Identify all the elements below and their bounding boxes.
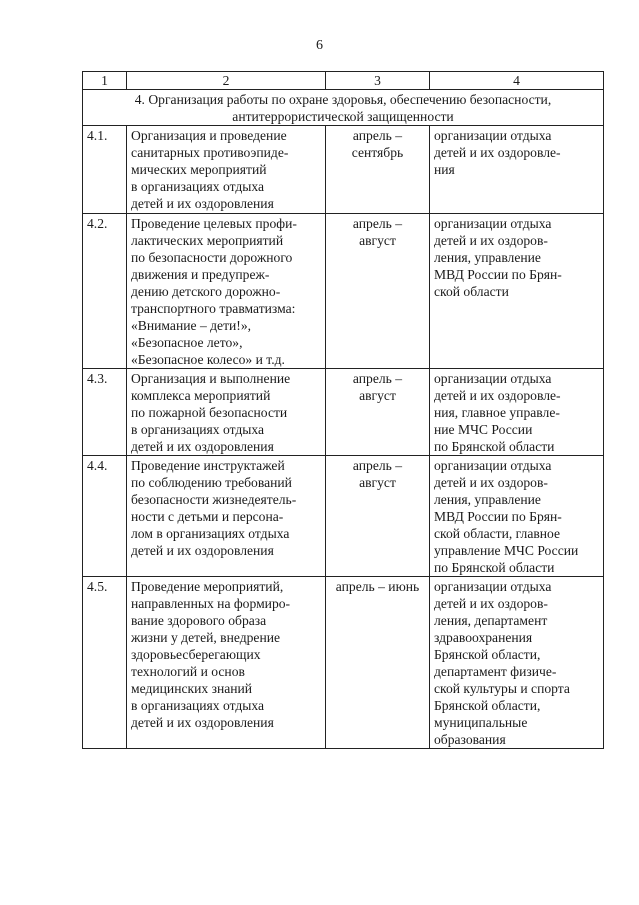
- item-responsible: организации отдыха детей и их оздоровле- ния, главное управле- ние МЧС России по Брянской области: [430, 369, 604, 456]
- table-header-row: [83, 72, 604, 90]
- item-number: 4.2.: [83, 214, 127, 369]
- page-number: 6: [316, 38, 323, 53]
- item-term: апрель – август: [326, 214, 430, 369]
- item-number: 4.5.: [83, 577, 127, 749]
- table-row: [83, 456, 604, 577]
- item-number: 4.4.: [83, 456, 127, 577]
- item-responsible: организации отдыха детей и их оздоров- ления, управление МВД России по Брян- ской области, главное управление МЧС России по Брянской области: [430, 456, 604, 577]
- column-header-2: 2: [127, 72, 326, 90]
- item-term: апрель – сентябрь: [326, 126, 430, 214]
- item-description: Организация и выполнение комплекса мероприятий по пожарной безопасности в организациях отдыха детей и их оздоровления: [127, 369, 326, 456]
- item-description: Проведение инструктажей по соблюдению требований безопасности жизнедеятель- ности с детьми и персона- лом в организациях отдыха детей и их оздоровления: [127, 456, 326, 577]
- item-term: апрель – август: [326, 369, 430, 456]
- table-row: [83, 369, 604, 456]
- item-number: 4.1.: [83, 126, 127, 214]
- item-responsible: организации отдыха детей и их оздоров- ления, департамент здравоохранения Брянской области, департамент физиче- ской культуры и спорта Брянской области, муниципальные образования: [430, 577, 604, 749]
- item-number: 4.3.: [83, 369, 127, 456]
- item-responsible: организации отдыха детей и их оздоров- ления, управление МВД России по Брян- ской области: [430, 214, 604, 369]
- item-responsible: организации отдыха детей и их оздоровле- ния: [430, 126, 604, 214]
- table-row: [83, 214, 604, 369]
- item-term: апрель – июнь: [326, 577, 430, 749]
- table-row: [83, 577, 604, 749]
- column-header-3: 3: [326, 72, 430, 90]
- item-description: Проведение целевых профи- лактических мероприятий по безопасности дорожного движения и предупреж- дению детского дорожно- транспортного травматизма: «Внимание – дети!», «Безопасное лето», «Безопасное колесо» и т.д.: [127, 214, 326, 369]
- item-description: Проведение мероприятий, направленных на формиро- вание здорового образа жизни у детей, внедрение здоровьесберегающих технологий и основ медицинских знаний в организациях отдыха детей и их оздоровления: [127, 577, 326, 749]
- item-term: апрель – август: [326, 456, 430, 577]
- table-row: [83, 126, 604, 214]
- section-row: [83, 90, 604, 126]
- column-header-1: 1: [83, 72, 127, 90]
- item-description: Организация и проведение санитарных противоэпиде- мических мероприятий в организациях отдыха детей и их оздоровления: [127, 126, 326, 214]
- column-header-4: 4: [430, 72, 604, 90]
- activities-table: [82, 71, 604, 749]
- section-title: 4. Организация работы по охране здоровья, обеспечению безопасности, антитеррористической защищенности: [83, 90, 604, 126]
